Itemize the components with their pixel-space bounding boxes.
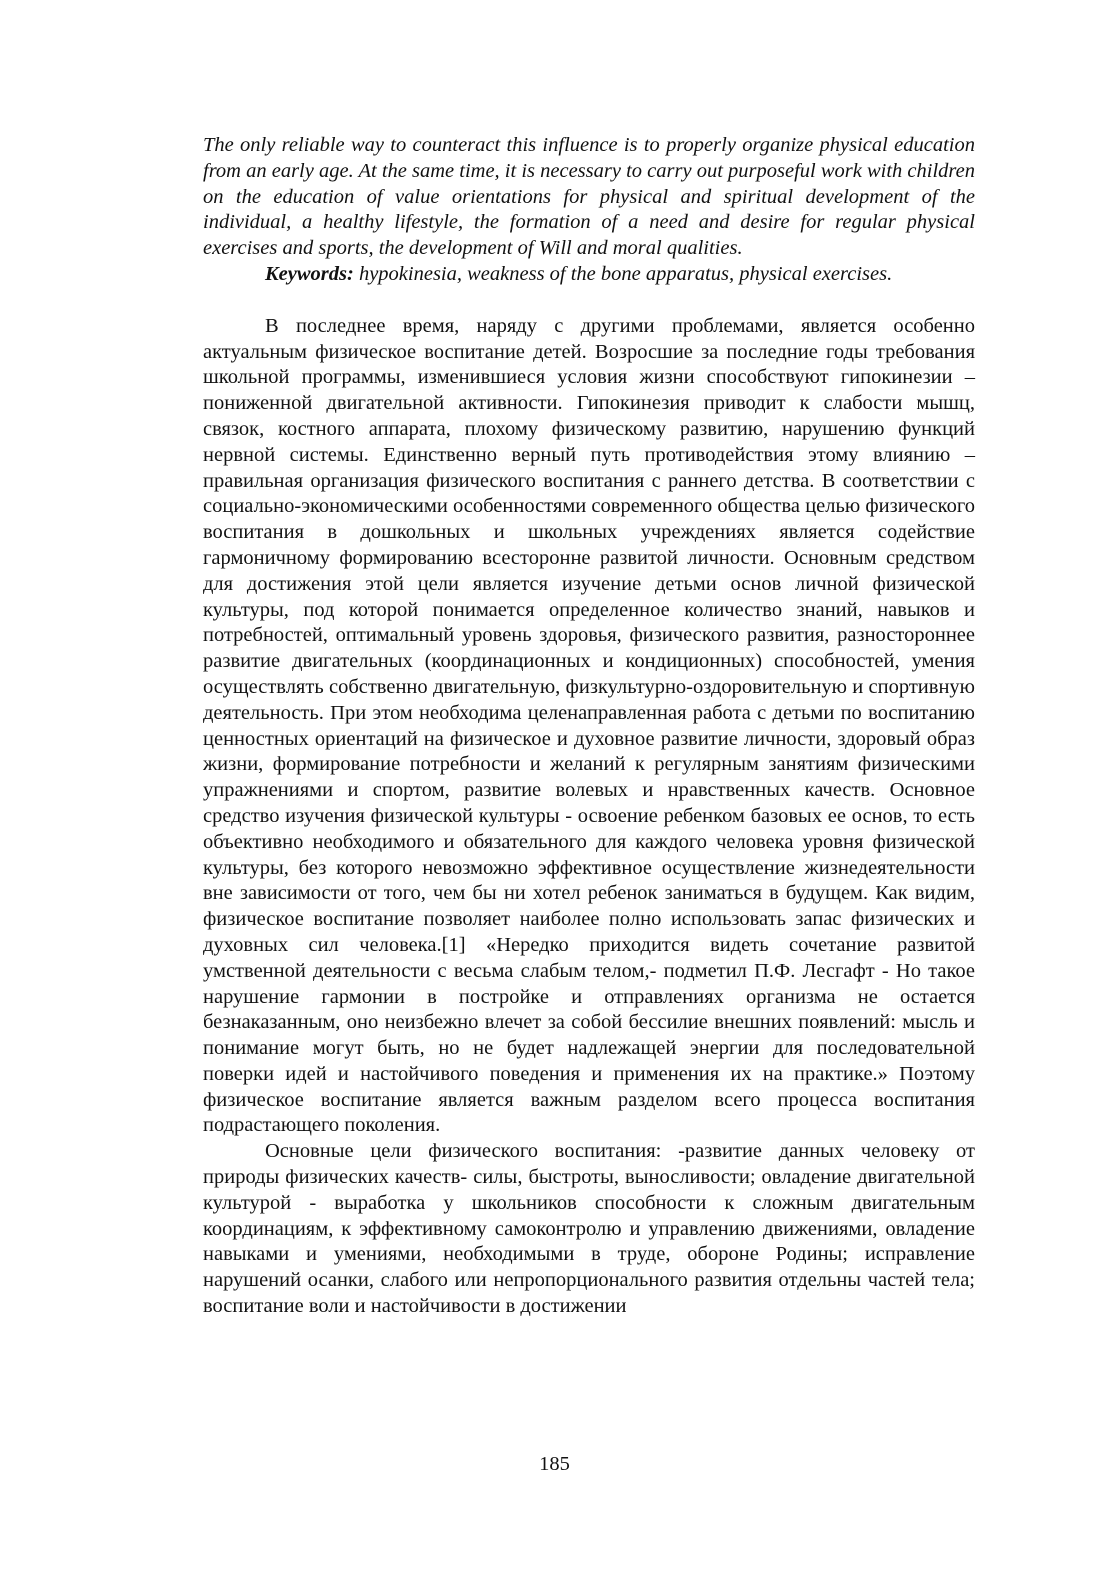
page-number: 185 bbox=[539, 1453, 570, 1475]
keywords-text: hypokinesia, weakness of the bone apparatus, physical exercises. bbox=[353, 262, 893, 285]
body-paragraph-1: В последнее время, наряду с другими проблемами, является особенно актуальным физическое воспитание детей. Возросшие за последние годы требования школьной программы, изменившиеся условия жизни способствуют гипокинезии – пониженной двигательной активности. Гипокинезия приводит к слабости мышц, связок, костного аппарата, плохому физическому развитию, нарушению функций нервной системы. Единственно верный путь противодействия этому влиянию – правильная организация физического воспитания с раннего детства. В соответствии с социально-экономическими особенностями современного общества целью физического воспитания в дошкольных и школьных учреждениях является содействие гармоничному формированию всесторонне развитой личности. Основным средством для достижения этой цели является изучение детьми основ личной физической культуры, под которой понимается определенное количество знаний, навыков и потребностей, оптимальный уровень здоровья, физического развития, разностороннее развитие двигательных (координационных и кондиционных) способностей, умения осуществлять собственно двигательную, физкультурно-оздоровительную и спортивную деятельность. При этом необходима целенаправленная работа с детьми по воспитанию ценностных ориентаций на физическое и духовное развитие личности, здоровый образ жизни, формирование потребности и желаний к регулярным занятиям физическими упражнениями и спортом, развитие волевых и нравственных качеств. Основное средство изучения физической культуры - освоение ребенком базовых ее основ, то есть объективно необходимого и обязательного для каждого человека уровня физической культуры, без которого невозможно эффективное осуществление жизнедеятельности вне зависимости от того, чем бы ни хотел ребенок заниматься в будущем. Как видим, физическое воспитание позволяет наиболее полно использовать запас физических и духовных сил человека.[1] «Нередко приходится видеть сочетание развитой умственной деятельности с весьма слабым телом,- подметил П.Ф. Лесгафт - Но такое нарушение гармонии в постройке и отправлениях организма не остается безнаказанным, оно неизбежно влечет за собой бессилие внешних появлений: мысль и понимание могут быть, но не будет надлежащей энергии для последовательной поверки идей и настойчивого поведения и применения их на практике.» Поэтому физическое воспитание является важным разделом всего процесса воспитания подрастающего поколения. bbox=[203, 314, 975, 1137]
body-paragraph-2: Основные цели физического воспитания: -развитие данных человеку от природы физических качеств- силы, быстроты, выносливости; овладение двигательной культурой - выработка у школьников способности к сложным двигательным координациям, к эффективному самоконтролю и управлению движениями, овладение навыками и умениями, необходимыми в труде, обороне Родины; исправление нарушений осанки, слабого или непропорционального развития отдельны частей тела; воспитание воли и настойчивости в достижении bbox=[203, 1140, 975, 1318]
keywords-label: Keywords: bbox=[265, 262, 354, 285]
abstract-paragraph: The only reliable way to counteract this influence is to properly organize physical education from an early age. At the same time, it is necessary to carry out purposeful work with children on the education of value orientations for physical and spiritual development of the individual, a healthy lifestyle, the formation of a need and desire for regular physical exercises and sports, the development of Will and moral qualities. bbox=[203, 134, 975, 260]
page-content bbox=[203, 133, 975, 1320]
keywords-line bbox=[203, 262, 975, 288]
